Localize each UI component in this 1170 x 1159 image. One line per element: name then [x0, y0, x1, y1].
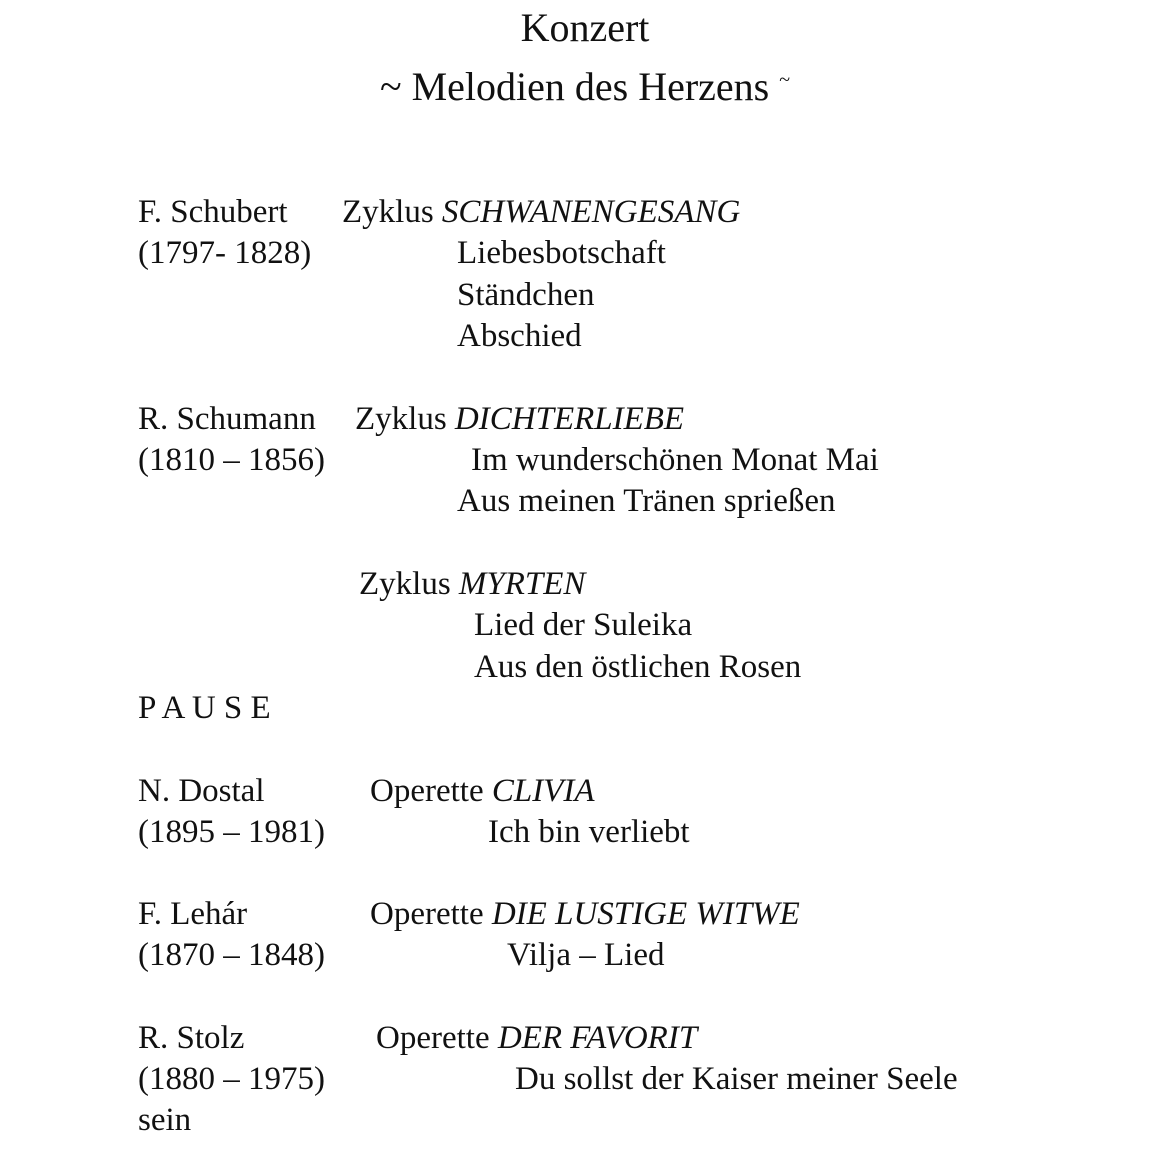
composer-dostal: N. Dostal: [138, 773, 265, 809]
composer-schubert: F. Schubert: [138, 194, 288, 230]
pause-label: P A U S E: [138, 690, 271, 726]
work-title: DER FAVORIT: [497, 1020, 698, 1056]
work-lustige-witwe: [370, 894, 800, 934]
song-item: Du sollst der Kaiser meiner Seele: [515, 1061, 958, 1097]
song-item: Liebesbotschaft: [457, 235, 666, 271]
work-title: SCHWANENGESANG: [441, 194, 741, 230]
work-schwanengesang: [342, 192, 740, 232]
years-stolz: (1880 – 1975): [138, 1061, 325, 1097]
song-item: Abschied: [457, 318, 582, 354]
work-myrten: [359, 564, 585, 604]
song-item: Lied der Suleika: [474, 607, 693, 643]
work-dichterliebe: [355, 399, 684, 439]
years-dostal: (1895 – 1981): [138, 814, 325, 850]
work-prefix: Zyklus: [355, 401, 447, 437]
song-item: Ich bin verliebt: [488, 814, 690, 850]
work-favorit: [376, 1018, 697, 1058]
work-title: MYRTEN: [458, 566, 586, 602]
work-prefix: Zyklus: [342, 194, 434, 230]
subtitle-tilde: ~: [779, 69, 791, 91]
page-subtitle: [0, 56, 1170, 111]
composer-lehar: F. Lehár: [138, 896, 248, 932]
song-item: Vilja – Lied: [507, 937, 665, 973]
song-item: Im wunderschönen Monat Mai: [471, 442, 879, 478]
page-title: Konzert: [520, 5, 650, 50]
work-prefix: Zyklus: [359, 566, 451, 602]
composer-stolz: R. Stolz: [138, 1020, 245, 1056]
years-lehar: (1870 – 1848): [138, 937, 325, 973]
work-prefix: Operette: [376, 1020, 490, 1056]
years-schumann: (1810 – 1856): [138, 442, 325, 478]
song-item: Aus den östlichen Rosen: [474, 649, 802, 685]
years-schubert: (1797- 1828): [138, 235, 312, 271]
work-prefix: Operette: [370, 773, 484, 809]
work-clivia: [370, 771, 595, 811]
work-title: DIE LUSTIGE WITWE: [491, 896, 800, 932]
work-prefix: Operette: [370, 896, 484, 932]
song-item: Ständchen: [457, 277, 595, 313]
work-title: CLIVIA: [491, 773, 595, 809]
subtitle-text: ~ Melodien des Herzens: [379, 64, 770, 109]
song-continuation: sein: [138, 1102, 192, 1138]
work-title: DICHTERLIEBE: [454, 401, 685, 437]
composer-schumann: R. Schumann: [138, 401, 316, 437]
song-item: Aus meinen Tränen sprießen: [457, 483, 836, 519]
